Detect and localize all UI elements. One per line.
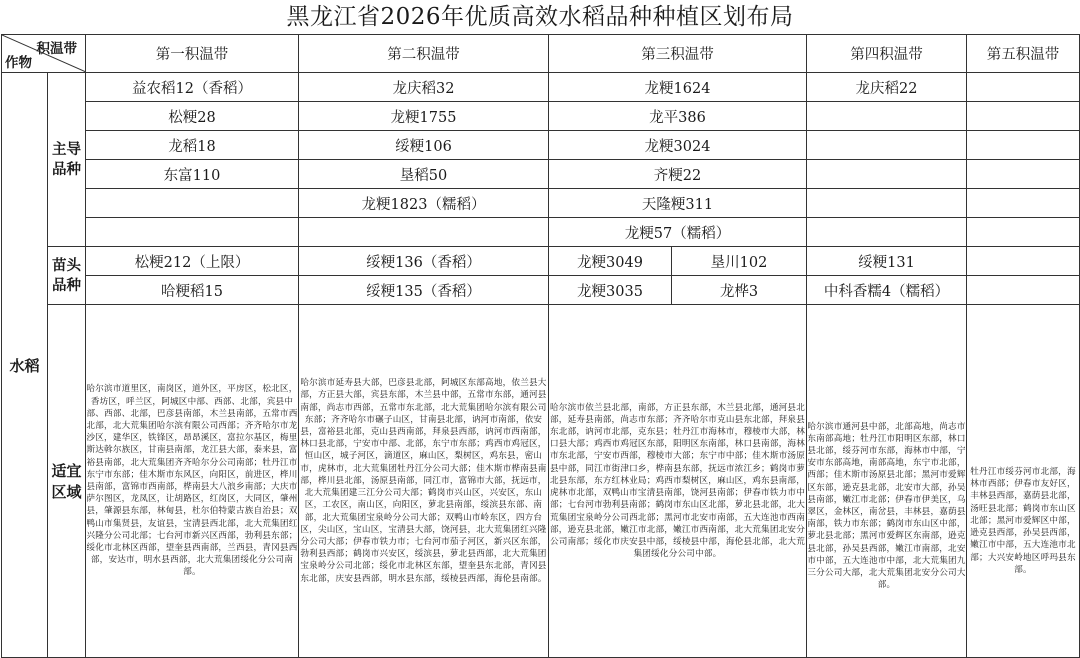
corner-label-crop: 作物 xyxy=(5,55,32,71)
corner-label-zone: 积温带 xyxy=(36,41,77,57)
empty-cell xyxy=(967,189,1080,218)
variety-cell: 龙平386 xyxy=(549,102,807,131)
variety-cell: 绥粳136（香稻） xyxy=(299,247,549,276)
header-zone-5: 第五积温带 xyxy=(967,35,1080,73)
area-text-zone-5: 牡丹江市绥芬河市北部，海林市西部；伊春市友好区，丰林县西部，嘉荫县北部，汤旺县北部；鹤岗市东山区北部；黑河市爱辉区中部，逊克县西部，孙吴县西部，嫩江市中部，五大连池市北部；大兴安岭地区呼玛县东部。 xyxy=(967,305,1080,658)
variety-cell: 垦川102 xyxy=(672,247,807,276)
suitable-area-label: 适宜区域 xyxy=(48,305,86,658)
empty-cell xyxy=(967,73,1080,102)
variety-cell: 龙粳57（糯稻） xyxy=(549,218,807,247)
zoning-table xyxy=(1,34,1080,658)
main-variety-row xyxy=(2,131,1080,160)
area-text-zone-1: 哈尔滨市道里区，南岗区，道外区，平房区，松北区，香坊区，呼兰区，阿城区中部、西部、北部，宾县中部、西部、北部，巴彦县南部，木兰县南部，五常市西北部，北大荒集团哈尔滨有限公司西部；齐齐哈尔市龙沙区，建华区，铁锋区，昂昂溪区，富拉尔基区，梅里斯达斡尔族区，甘南县南部，龙江县大部，泰来县，富裕县南部，北大荒集团齐齐哈尔分公司南部；牡丹江市东宁市东部；佳木斯市东风区，向阳区，前进区，桦川县南部，富锦市西南部，桦南县大八浪乡南部；大庆市萨尔图区，龙凤区，让胡路区，红岗区，大同区，肇州县，肇源县东部，林甸县，杜尔伯特蒙古族自治县；双鸭山市集贤县，友谊县，宝清县西北部，北大荒集团红兴隆分公司北部；七台河市新兴区西部，勃利县东部；绥化市北林区西部，望奎县西南部，兰西县，青冈县西部，安达市，明水县西部，北大荒集团绥化分公司南部。 xyxy=(86,305,299,658)
variety-cell: 龙桦3 xyxy=(672,276,807,305)
variety-cell: 龙粳1624 xyxy=(549,73,807,102)
empty-cell xyxy=(967,131,1080,160)
variety-cell: 龙庆稻32 xyxy=(299,73,549,102)
variety-cell: 龙粳1755 xyxy=(299,102,549,131)
header-corner-cell xyxy=(2,35,86,73)
document-title: 黑龙江省2026年优质高效水稻品种种植区划布局 xyxy=(286,4,794,30)
main-variety-row xyxy=(2,102,1080,131)
variety-cell xyxy=(807,102,967,131)
variety-cell: 松粳212（上限） xyxy=(86,247,299,276)
empty-cell xyxy=(967,276,1080,305)
variety-cell: 绥粳135（香稻） xyxy=(299,276,549,305)
variety-cell xyxy=(807,131,967,160)
variety-cell xyxy=(299,218,549,247)
variety-cell: 龙稻18 xyxy=(86,131,299,160)
variety-cell: 绥粳106 xyxy=(299,131,549,160)
header-zone-1: 第一积温带 xyxy=(86,35,299,73)
main-variety-row xyxy=(2,160,1080,189)
area-text-zone-4: 哈尔滨市通河县中部，北部高地，尚志市东南部高地；牡丹江市阳明区东部，林口县北部，绥芬河市东部，海林市中部，宁安市东部高地，南部高地，东宁市北部，西部；佳木斯市汤原县北部；黑河市爱辉区东部，逊克县北部，北安市大部，孙吴县南部，嫩江市北部；伊春市伊美区，乌翠区，金林区，南岔县，丰林县，嘉荫县南部，铁力市东部；鹤岗市东山区中部，萝北县北部；黑河市爱辉区东南部，逊克县北部，孙吴县西部，嫩江市南部，北安市中部，五大连池市中部，北大荒集团九三分公司大部，北大荒集团北安分公司大部。 xyxy=(807,305,967,658)
empty-cell xyxy=(967,160,1080,189)
main-variety-label: 主导 品种 xyxy=(48,73,86,247)
variety-cell: 垦稻50 xyxy=(299,160,549,189)
header-zone-4: 第四积温带 xyxy=(807,35,967,73)
header-zone-2: 第二积温带 xyxy=(299,35,549,73)
header-zone-3: 第三积温带 xyxy=(549,35,807,73)
empty-cell xyxy=(967,102,1080,131)
variety-cell: 龙粳3035 xyxy=(549,276,672,305)
rising-variety-label: 苗头 品种 xyxy=(48,247,86,305)
variety-cell: 松粳28 xyxy=(86,102,299,131)
variety-cell: 龙粳1823（糯稻） xyxy=(299,189,549,218)
variety-cell: 天隆粳311 xyxy=(549,189,807,218)
variety-cell xyxy=(807,218,967,247)
variety-cell: 龙粳3049 xyxy=(549,247,672,276)
crop-cell: 水稻 xyxy=(2,73,48,658)
rising-variety-row xyxy=(2,276,1080,305)
main-variety-row xyxy=(2,73,1080,102)
variety-cell: 中科香糯4（糯稻） xyxy=(807,276,967,305)
empty-cell xyxy=(967,247,1080,276)
main-variety-row xyxy=(2,189,1080,218)
empty-cell xyxy=(967,218,1080,247)
rising-variety-row xyxy=(2,247,1080,276)
variety-cell: 齐粳22 xyxy=(549,160,807,189)
variety-cell: 绥粳131 xyxy=(807,247,967,276)
suitable-area-row xyxy=(2,305,1080,658)
area-text-zone-2: 哈尔滨市延寿县大部，巴彦县北部，阿城区东部高地，依兰县大部，方正县大部，宾县东部，木兰县中部，五常市东部，通河县南部，尚志市西部，五常市东北部，北大荒集团哈尔滨有限公司东部；齐齐哈尔市碾子山区，甘南县北部，讷河市南部，依安县，富裕县北部，克山县西南部，拜泉县西部，讷河市西南部，林口县北部，宁安市中部、北部，东宁市东部；鸡西市鸡冠区，恒山区，城子河区，滴道区，麻山区，梨树区，鸡东县，密山市，虎林市，北大荒集团牡丹江分公司大部；佳木斯市桦南县南部，桦川县北部，汤原县南部，同江市，富锦市大部，抚远市，北大荒集团建三江分公司大部；鹤岗市兴山区，兴安区，东山区，工农区，南山区，向阳区，萝北县南部，绥滨县东部、南部，北大荒集团宝泉岭分公司大部；双鸭山市岭东区，四方台区，尖山区，宝山区，宝清县大部，饶河县，北大荒集团红兴隆分公司大部；伊春市铁力市；七台河市茄子河区，新兴区东部，勃利县西部；鹤岗市兴安区，绥滨县，萝北县西部，北大荒集团宝泉岭分公司北部；绥化市北林区东部，望奎县东北部，青冈县东北部，庆安县西部，明水县东部，绥棱县西部，海伦县南部。 xyxy=(299,305,549,658)
variety-cell xyxy=(807,160,967,189)
variety-cell xyxy=(86,218,299,247)
area-text-zone-3: 哈尔滨市依兰县北部，南部，方正县东部，木兰县北部，通河县北部，延寿县南部，尚志市东部；齐齐哈尔市克山县东北部，拜泉县东北部，讷河市北部，克东县；牡丹江市海林市，穆棱市大部，林口县大部；鸡西市鸡冠区东部，阳明区东南部，林口县南部，海林市东北部，宁安市西部，穆棱市大部；东宁市中部；佳木斯市汤原县中部，同江市街津口乡，桦南县东部，抚远市浓江乡；鹤岗市萝北县东部，东方红林业局；鸡西市梨树区，麻山区，鸡东县南部，虎林市北部，双鸭山市宝清县南部，饶河县南部；伊春市铁力市中部；七台河市勃利县南部；鹤岗市东山区北部，萝北县北部，北大荒集团宝泉岭分公司西北部；黑河市北安市南部，五大连池市西南部，逊克县北部，嫩江市北部，嫩江市西南部，北大荒集团北安分公司南部；绥化市庆安县中部，绥棱县中部，海伦县北部，北大荒集团绥化分公司中部。 xyxy=(549,305,807,658)
main-variety-row xyxy=(2,218,1080,247)
variety-cell: 哈粳稻15 xyxy=(86,276,299,305)
variety-cell: 龙粳3024 xyxy=(549,131,807,160)
variety-cell: 益农稻12（香稻） xyxy=(86,73,299,102)
header-row xyxy=(2,35,1080,73)
variety-cell: 东富110 xyxy=(86,160,299,189)
variety-cell xyxy=(86,189,299,218)
variety-cell xyxy=(807,189,967,218)
variety-cell: 龙庆稻22 xyxy=(807,73,967,102)
